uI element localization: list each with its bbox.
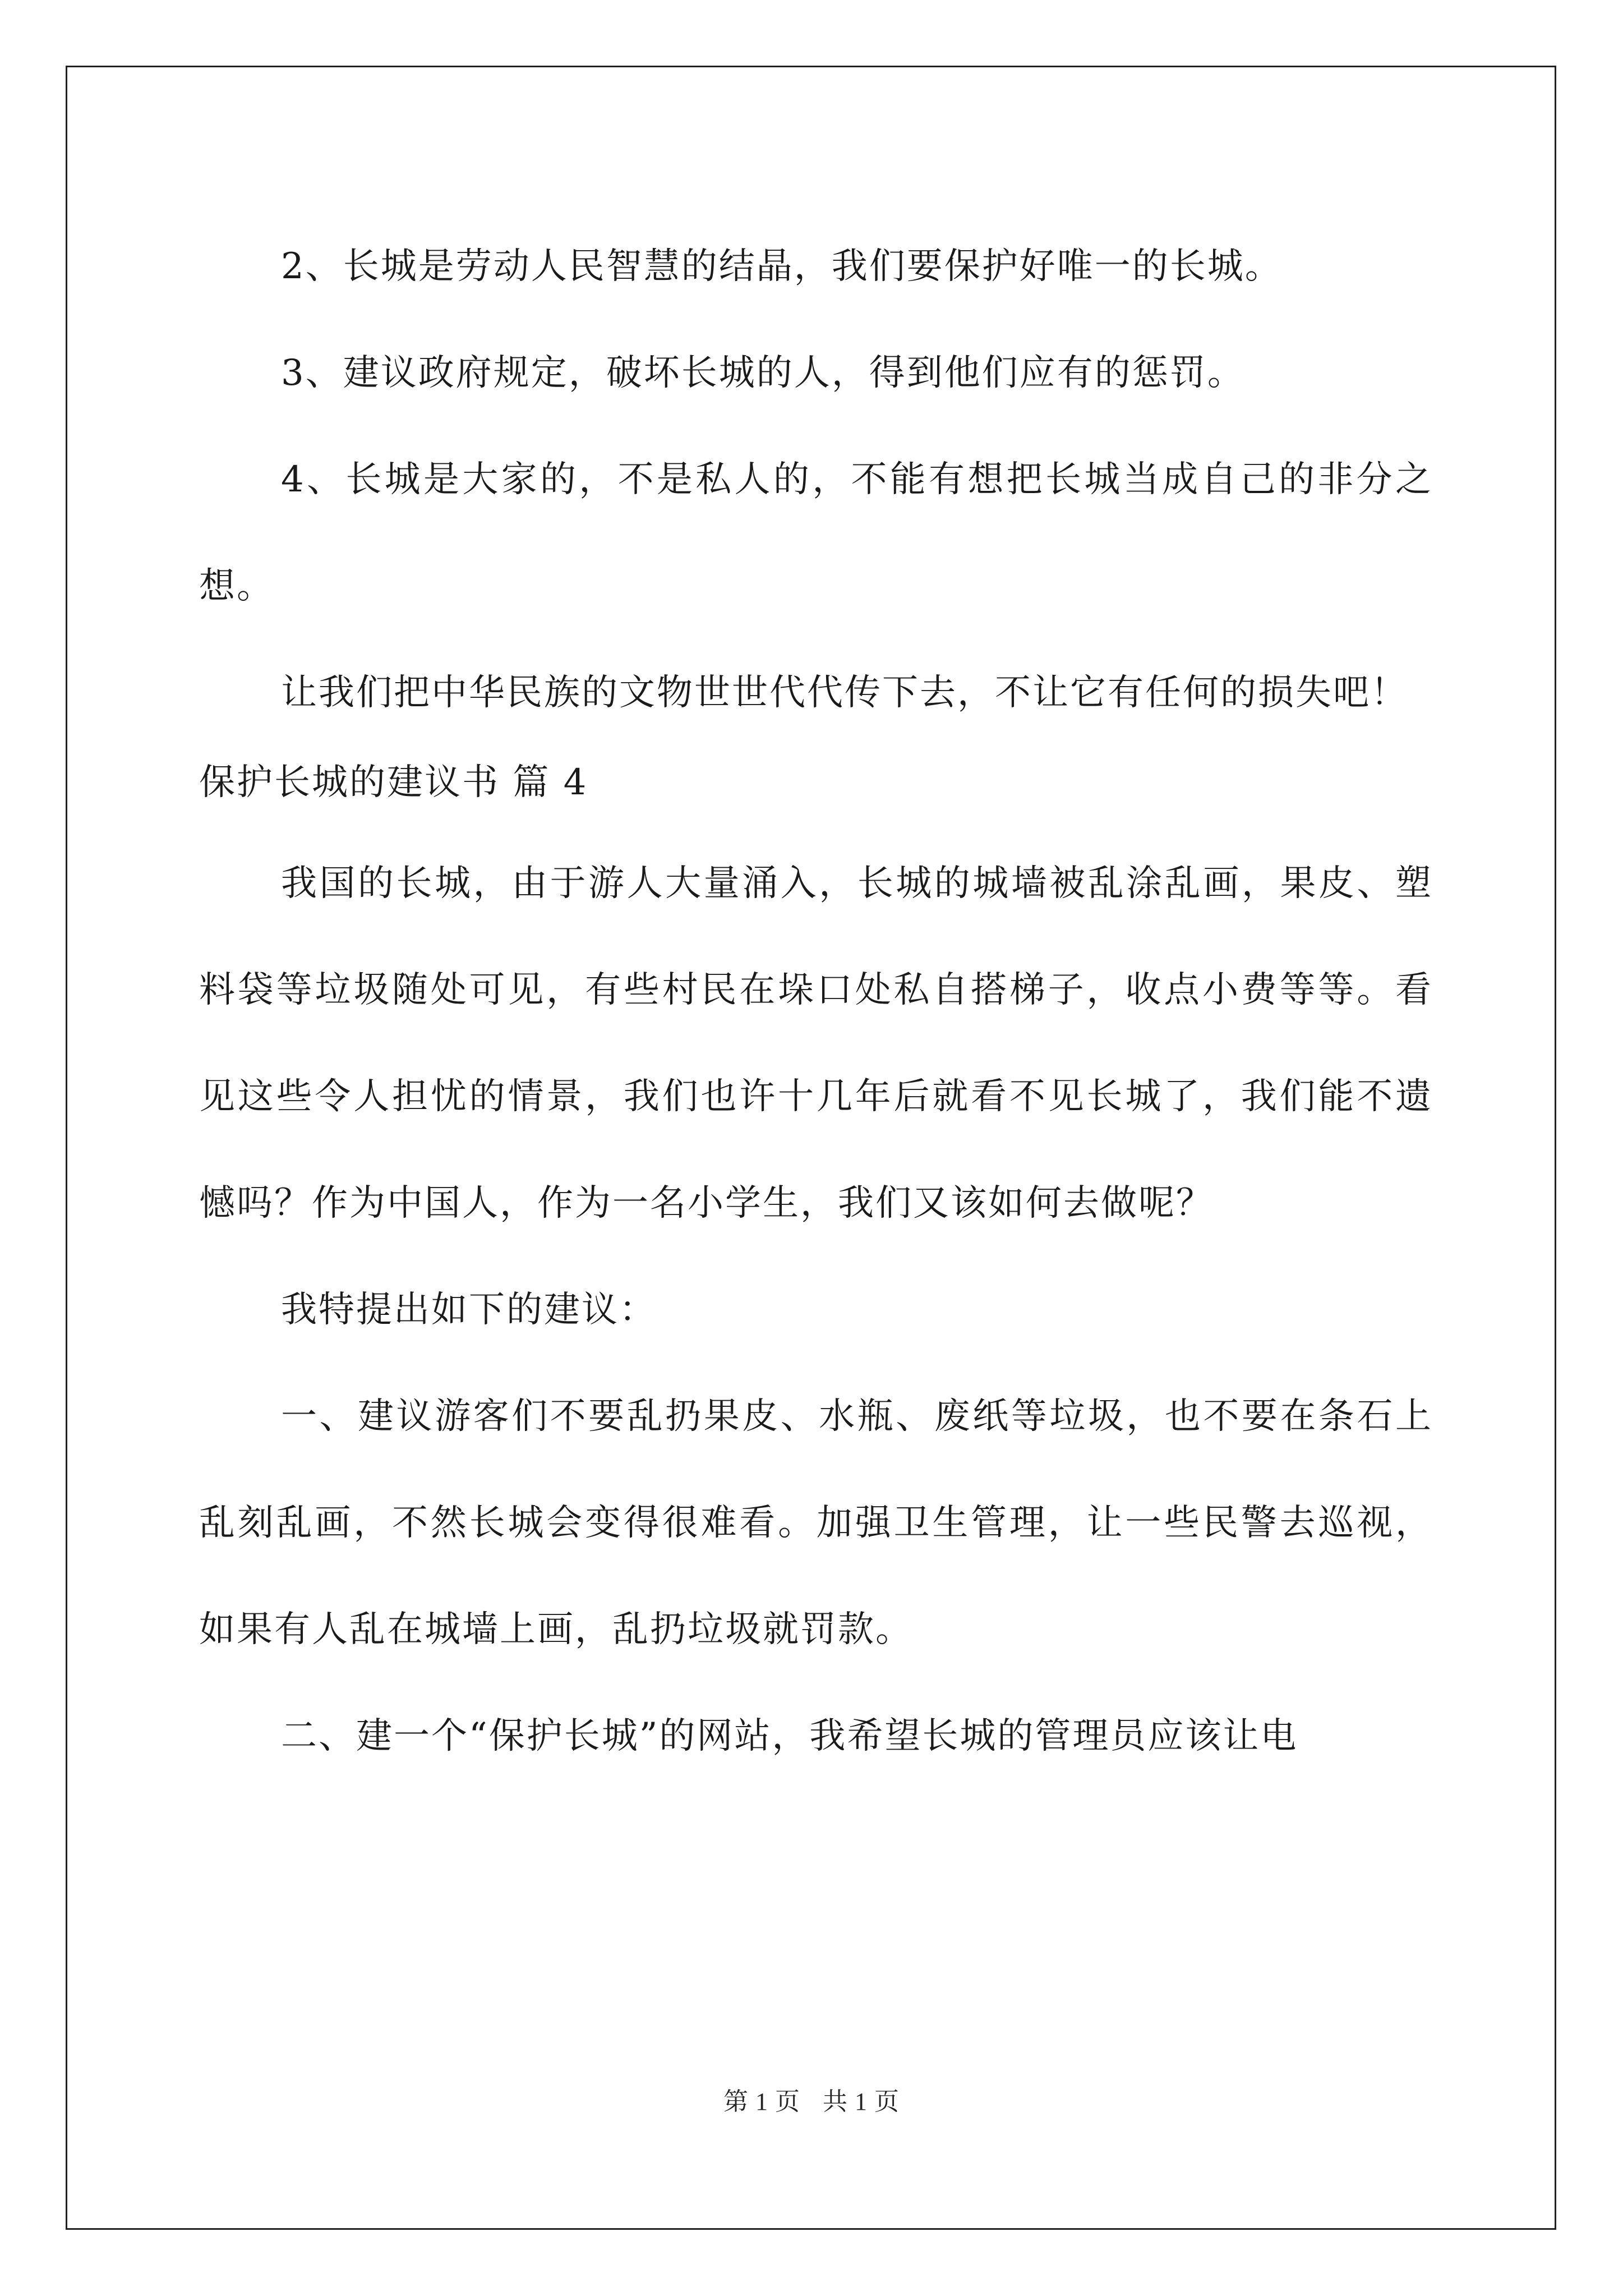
paragraph-proposal-1: 一、建议游客们不要乱扔果皮、水瓶、废纸等垃圾，也不要在条石上乱刻乱画，不然长城会变得很难看。加强卫生管理，让一些民警去巡视，如果有人乱在城墙上画，乱扔垃圾就罚款。	[199, 1396, 1433, 1650]
document-body	[199, 213, 1433, 1789]
paragraph-closing: 让我们把中华民族的文物世世代代传下去，不让它有任何的损失吧！	[281, 672, 1408, 714]
page-total: 共 1 页	[823, 2088, 900, 2115]
paragraph-proposal-2: 二、建一个“保护长城”的网站，我希望长城的管理员应该让电	[281, 1715, 1298, 1757]
paragraph-proposal-lead: 我特提出如下的建议：	[281, 1289, 657, 1331]
paragraph-item-3: 3、建议政府规定，破坏长城的人，得到他们应有的惩罚。	[281, 352, 1245, 394]
section-heading: 保护长城的建议书 篇 4	[199, 762, 588, 803]
paragraph-item-2: 2、长城是劳动人民智慧的结晶，我们要保护好唯一的长城。	[281, 246, 1283, 287]
page-number: 第 1 页	[723, 2088, 800, 2115]
paragraph-intro: 我国的长城，由于游人大量涌入，长城的城墙被乱涂乱画，果皮、塑料袋等垃圾随处可见，有些村民在垛口处私自搭梯子，收点小费等等。看见这些令人担忧的情景，我们也许十几年后就看不见长城了，我们能不遗憾吗？作为中国人，作为一名小学生，我们又该如何去做呢？	[199, 863, 1433, 1224]
paragraph-item-4: 4、长城是大家的，不是私人的，不能有想把长城当成自己的非分之想。	[199, 459, 1433, 607]
page-footer	[0, 2081, 1623, 2117]
